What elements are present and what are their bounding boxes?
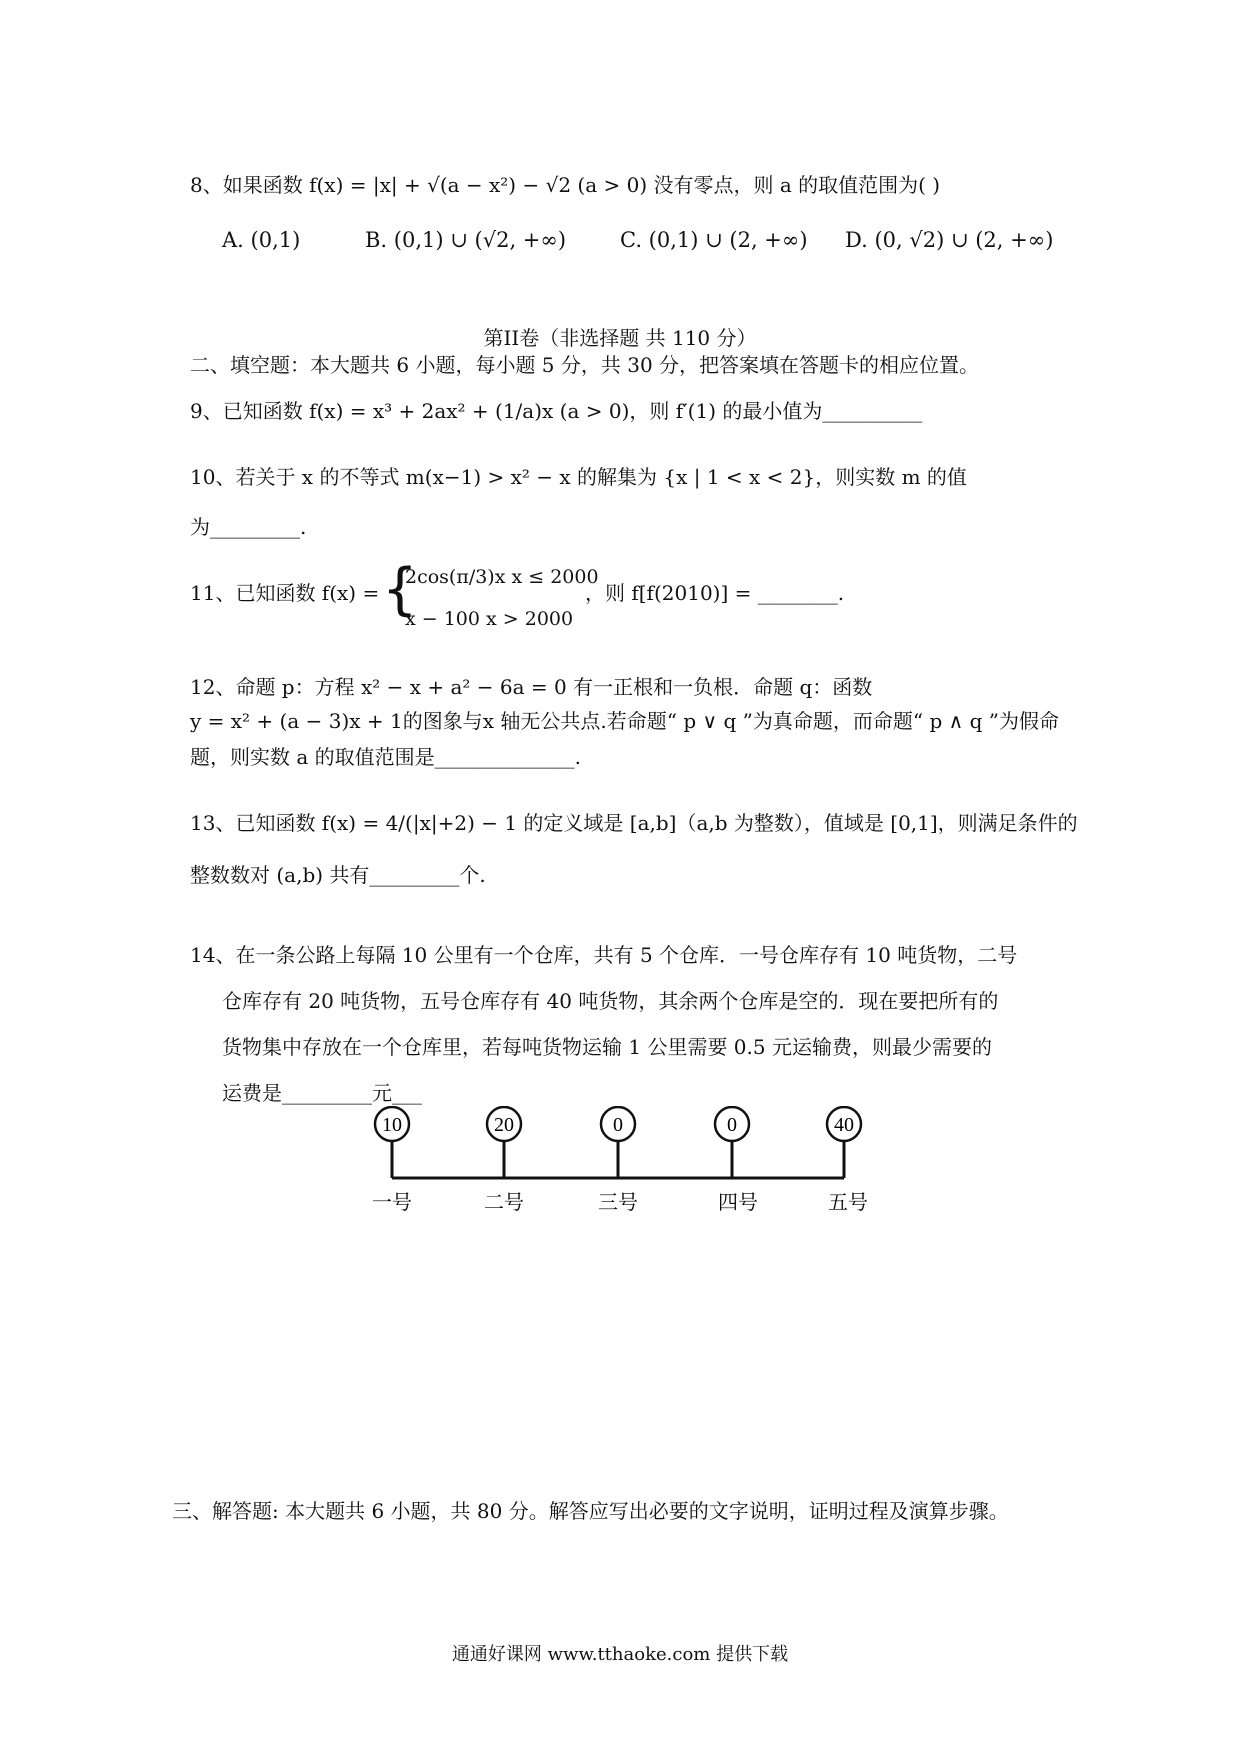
warehouse-4 xyxy=(715,1107,758,1214)
question-14-line-1: 14、在一条公路上每隔 10 公里有一个仓库，共有 5 个仓库．一号仓库存有 10 吨货物，二号 xyxy=(190,943,1018,967)
section-2-header: 二、填空题：本大题共 6 小题，每小题 5 分，共 30 分，把答案填在答题卡的相应位置。 xyxy=(190,353,980,377)
question-11-case-2: x − 100 x > 2000 xyxy=(405,608,574,630)
warehouse-3 xyxy=(598,1107,638,1214)
section-3-header: 三、解答题: 本大题共 6 小题，共 80 分。解答应写出必要的文字说明，证明过程及演算步骤。 xyxy=(172,1499,1009,1523)
question-11-case-1: 2cos(π/3)x x ≤ 2000 xyxy=(405,566,599,588)
warehouse-1-label: 一号 xyxy=(372,1190,412,1214)
question-11-prefix: 11、已知函数 f(x) = xyxy=(190,581,380,605)
warehouse-5-amount: 40 xyxy=(834,1114,854,1136)
question-14-line-4: 运费是_________元___ xyxy=(222,1081,422,1105)
question-12-line-2: y = x² + (a − 3)x + 1的图象与x 轴无公共点.若命题“ p ∨ q ”为真命题，而命题“ p ∧ q ”为假命 xyxy=(190,709,1059,733)
warehouse-2-label: 二号 xyxy=(484,1190,524,1214)
question-13-line-2: 整数数对 (a,b) 共有_________个. xyxy=(190,863,486,887)
q8-option-a: A. (0,1) xyxy=(222,228,301,252)
piecewise-brace: { xyxy=(382,557,418,622)
warehouse-2 xyxy=(484,1107,524,1214)
question-12-line-1: 12、命题 p：方程 x² − x + a² − 6a = 0 有一正根和一负根．命题 q：函数 xyxy=(190,675,873,699)
question-11-suffix: ，则 f[f(2010)] = ________. xyxy=(585,581,845,605)
section-2-title: 第II卷（非选择题 共 110 分） xyxy=(483,326,757,350)
q8-option-c: C. (0,1) ∪ (2, +∞) xyxy=(620,228,808,252)
warehouse-4-amount: 0 xyxy=(727,1114,737,1136)
warehouse-diagram xyxy=(360,1106,880,1246)
question-12-line-3: 题，则实数 a 的取值范围是______________. xyxy=(190,745,581,769)
q8-option-b: B. (0,1) ∪ (√2, +∞) xyxy=(365,228,567,252)
warehouse-1-amount: 10 xyxy=(382,1114,402,1136)
warehouse-5 xyxy=(827,1107,868,1214)
warehouse-3-amount: 0 xyxy=(613,1114,623,1136)
warehouse-1 xyxy=(372,1107,412,1214)
question-14-line-2: 仓库存有 20 吨货物，五号仓库存有 40 吨货物，其余两个仓库是空的．现在要把所有的 xyxy=(222,989,999,1013)
footer-source: 通通好课网 www.tthaoke.com 提供下载 xyxy=(451,1644,789,1665)
question-14-line-3: 货物集中存放在一个仓库里，若每吨货物运输 1 公里需要 0.5 元运输费，则最少需要的 xyxy=(222,1035,992,1059)
question-10-line-1: 10、若关于 x 的不等式 m(x−1) > x² − x 的解集为 {x | 1 < x < 2}，则实数 m 的值 xyxy=(190,465,967,489)
question-13-line-1: 13、已知函数 f(x) = 4/(|x|+2) − 1 的定义域是 [a,b]（a,b 为整数），值域是 [0,1]，则满足条件的 xyxy=(190,811,1078,835)
warehouse-4-label: 四号 xyxy=(718,1190,758,1214)
q8-option-d: D. (0, √2) ∪ (2, +∞) xyxy=(845,228,1054,252)
question-9: 9、已知函数 f(x) = x³ + 2ax² + (1/a)x (a > 0)，则 f′(1) 的最小值为__________ xyxy=(190,399,923,423)
warehouse-3-label: 三号 xyxy=(598,1190,638,1214)
warehouse-5-label: 五号 xyxy=(828,1190,868,1214)
question-10-line-2: 为_________. xyxy=(190,515,307,539)
question-8-stem: 8、如果函数 f(x) = |x| + √(a − x²) − √2 (a > 0) 没有零点，则 a 的取值范围为( ) xyxy=(190,173,941,197)
warehouse-2-amount: 20 xyxy=(494,1114,514,1136)
